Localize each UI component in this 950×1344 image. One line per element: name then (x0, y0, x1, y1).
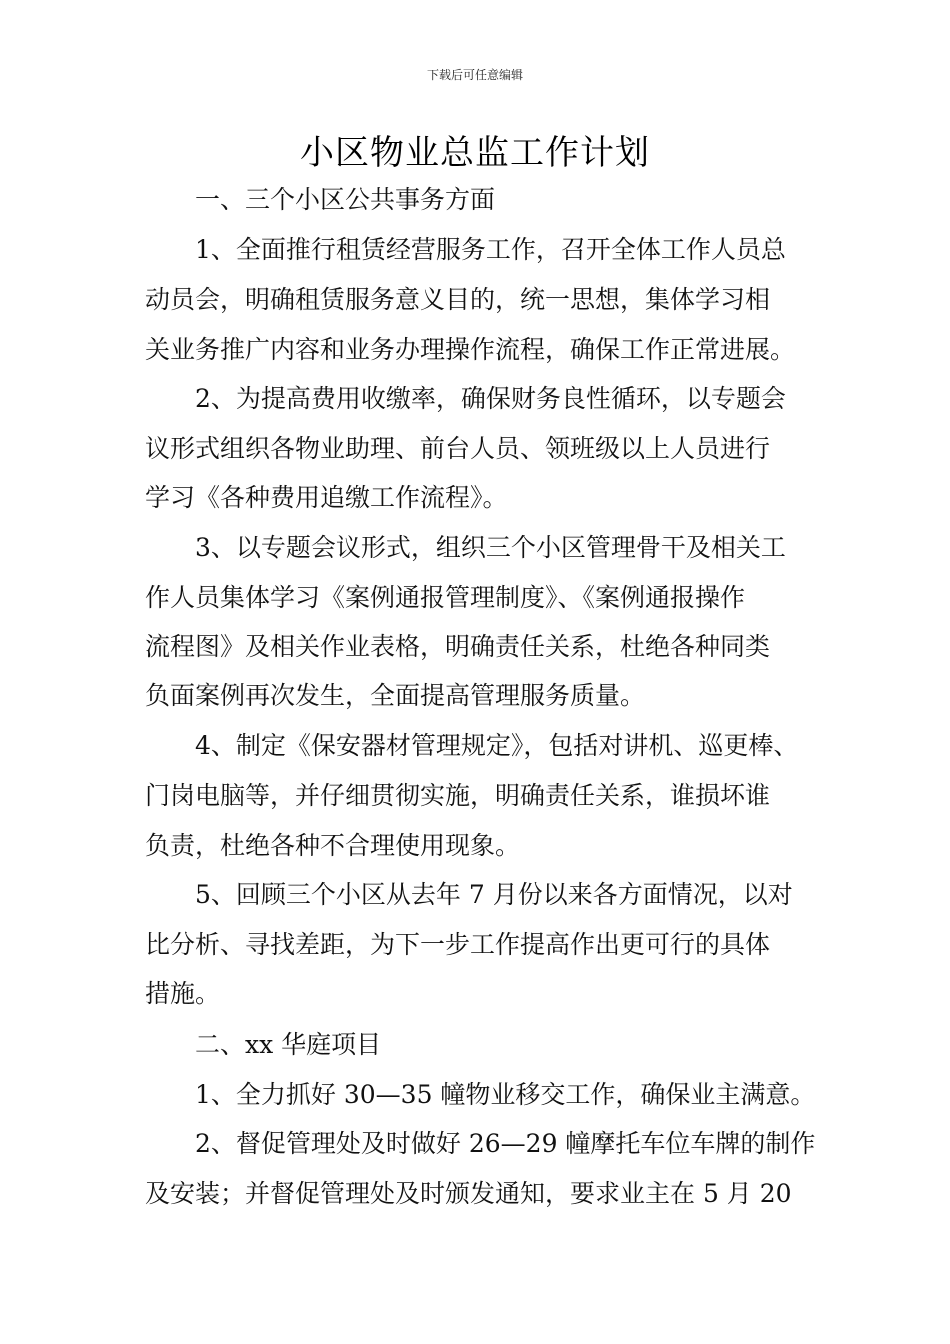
section-heading-2: 二、xx 华庭项目 (195, 1030, 382, 1059)
paragraph-line: 关业务推广内容和业务办理操作流程，确保工作正常进展。 (145, 335, 796, 364)
paragraph-line: 4、制定《保安器材管理规定》，包括对讲机、巡更棒、 (195, 731, 799, 760)
paragraph-line: 负面案例再次发生，全面提高管理服务质量。 (145, 681, 646, 710)
paragraph-line: 流程图》及相关作业表格，明确责任关系，杜绝各种同类 (145, 632, 771, 661)
paragraph-line: 2、为提高费用收缴率，确保财务良性循环，以专题会 (195, 384, 786, 413)
paragraph-line: 3、以专题会议形式，组织三个小区管理骨干及相关工 (195, 533, 786, 562)
document-title: 小区物业总监工作计划 (300, 133, 650, 173)
header-note: 下载后可任意编辑 (426, 68, 523, 82)
paragraph-line: 5、回顾三个小区从去年 7 月份以来各方面情况，以对 (195, 880, 793, 909)
paragraph-line: 议形式组织各物业助理、前台人员、领班级以上人员进行 (145, 434, 771, 463)
paragraph-line: 1、全力抓好 30—35 幢物业移交工作，确保业主满意。 (195, 1080, 816, 1109)
paragraph-line: 措施。 (145, 979, 221, 1008)
paragraph-line: 及安装；并督促管理处及时颁发通知，要求业主在 5 月 20 (145, 1179, 792, 1208)
paragraph-line: 门岗电脑等，并仔细贯彻实施，明确责任关系，谁损坏谁 (145, 781, 771, 810)
paragraph-line: 作人员集体学习《案例通报管理制度》、《案例通报操作 (145, 583, 746, 612)
paragraph-line: 负责，杜绝各种不合理使用现象。 (145, 831, 521, 860)
section-heading-1: 一、三个小区公共事务方面 (195, 185, 496, 214)
paragraph-line: 学习《各种费用追缴工作流程》。 (145, 483, 508, 512)
paragraph-line: 比分析、寻找差距，为下一步工作提高作出更可行的具体 (145, 930, 771, 959)
paragraph-line: 动员会，明确租赁服务意义目的，统一思想，集体学习相 (145, 285, 771, 314)
paragraph-line: 2、督促管理处及时做好 26—29 幢摩托车位车牌的制作 (195, 1129, 816, 1158)
paragraph-line: 1、全面推行租赁经营服务工作，召开全体工作人员总 (195, 235, 786, 264)
